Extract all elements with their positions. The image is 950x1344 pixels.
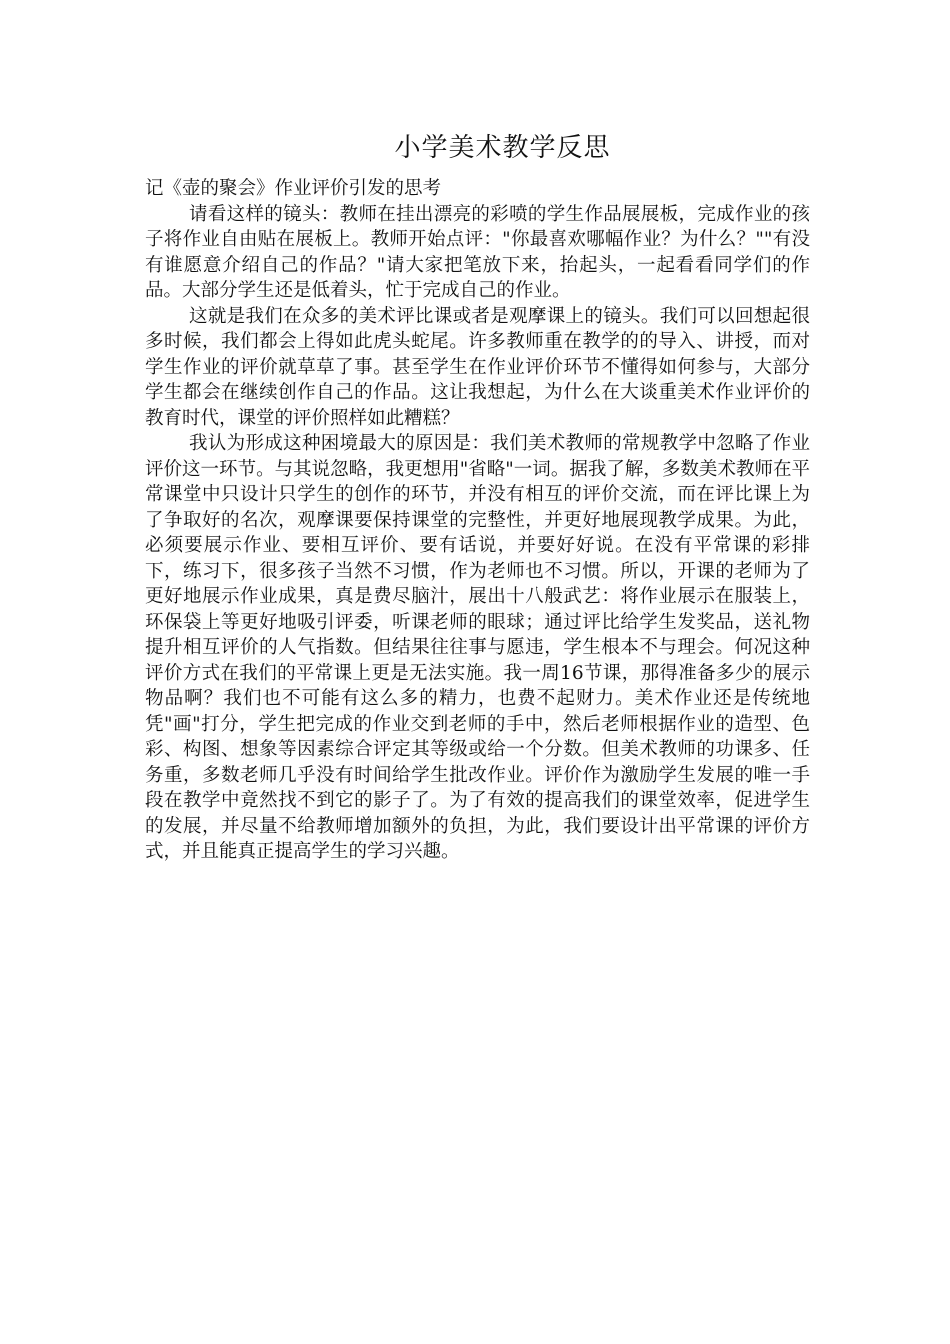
document-title: 小学美术教学反思 [394, 133, 611, 163]
document-subtitle: 记《壶的聚会》作业评价引发的思考 [145, 178, 442, 199]
paragraph-3: 我认为形成这种困境最大的原因是：我们美术教师的常规教学中忽略了作业评价这一环节。与其说忽略，我更想用"省略"一词。据我了解，多数美术教师在平常课堂中只设计只学生的创作的环节，并没有相互的评价交流，而在评比课上为了争取好的名次，观摩课要保持课堂的完整性，并更好地展现教学成果。为此，必须要展示作业、要相互评价、要有话说，并要好好说。在没有平常课的彩排下，练习下，很多孩子当然不习惯，作为老师也不习惯。所以，开课的老师为了更好地展示作业成果，真是费尽脑汁，展出十八般武艺：将作业展示在服装上，环保袋上等更好地吸引评委，听课老师的眼球；通过评比给学生发奖品，送礼物提升相互评价的人气指数。但结果往往事与愿违，学生根本不与理会。何况这种评价方式在我们的平常课上更是无法实施。我一周16节课，那得准备多少的展示物品啊？我们也不可能有这么多的精力，也费不起财力。美术作业还是传统地凭"画"打分，学生把完成的作业交到老师的手中，然后老师根据作业的造型、色彩、构图、想象等因素综合评定其等级或给一个分数。但美术教师的功课多、任务重，多数老师几乎没有时间给学生批改作业。评价作为激励学生发展的唯一手段在教学中竟然找不到它的影子了。为了有效的提高我们的课堂效率，促进学生的发展，并尽量不给教师增加额外的负担，为此，我们要设计出平常课的评价方式，并且能真正提高学生的学习兴趣。 [145, 433, 810, 862]
paragraph-1: 请看这样的镜头：教师在挂出漂亮的彩喷的学生作品展展板，完成作业的孩子将作业自由贴在展板上。教师开始点评："你最喜欢哪幅作业？为什么？""有没有谁愿意介绍自己的作品？"请大家把笔放下来，抬起头，一起看看同学们的作品。大部分学生还是低着头，忙于完成自己的作业。 [145, 203, 810, 301]
paragraph-2: 这就是我们在众多的美术评比课或者是观摩课上的镜头。我们可以回想起很多时候，我们都会上得如此虎头蛇尾。许多教师重在教学的的导入、讲授，而对学生作业的评价就草草了事。甚至学生在作业评价环节不懂得如何参与，大部分学生都会在继续创作自己的作品。这让我想起，为什么在大谈重美术作业评价的教育时代，课堂的评价照样如此糟糕？ [145, 305, 810, 429]
document-page [145, 128, 810, 865]
